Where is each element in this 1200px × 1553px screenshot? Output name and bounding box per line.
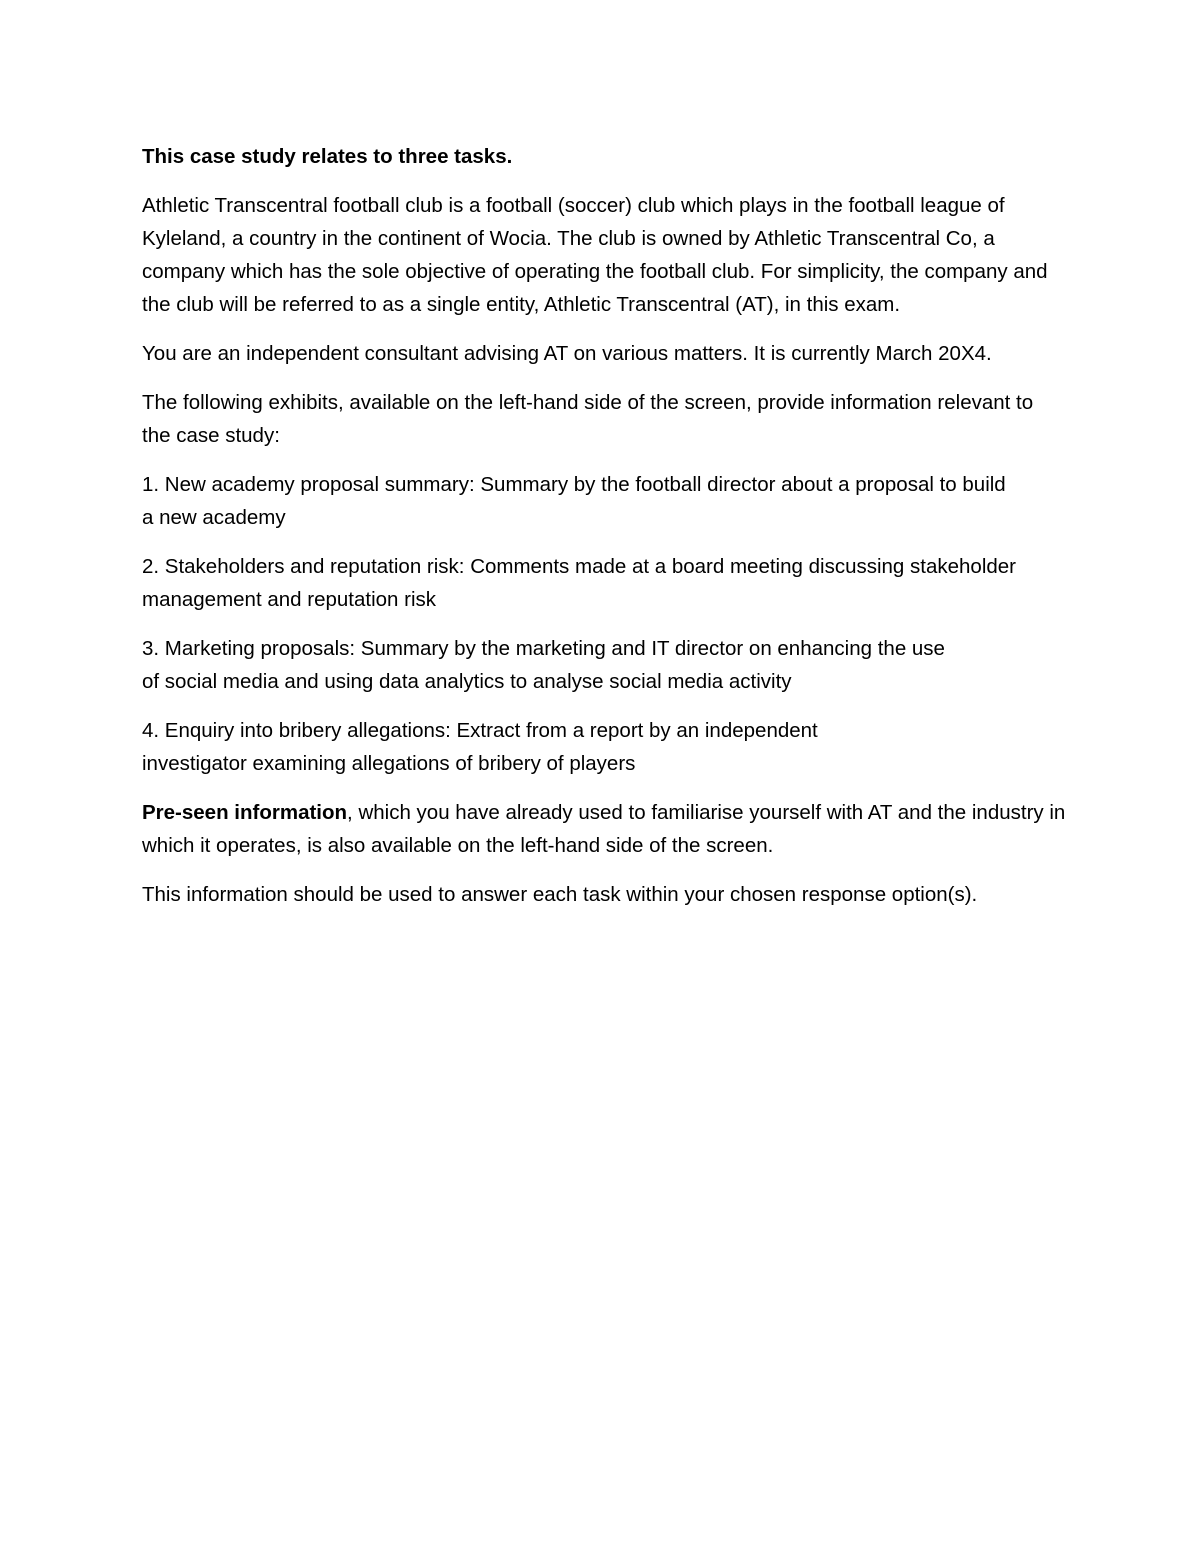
exhibit-1-line-2: a new academy	[142, 506, 286, 529]
exhibit-item-4	[142, 714, 1067, 780]
exhibit-3-line-2: of social media and using data analytics to analyse social media activity	[142, 670, 792, 693]
exhibit-2-line-2: management and reputation risk	[142, 588, 437, 611]
intro-paragraph-consultant: You are an independent consultant advising AT on various matters. It is currently March 20X4.	[142, 342, 992, 365]
exhibit-item-2	[142, 550, 1067, 616]
document-page	[142, 140, 1067, 927]
preseen-rest: , which you have already used to familiarise yourself with AT and the industry in which it operates, is also available on the left-hand side of the screen.	[142, 801, 1066, 857]
case-study-heading: This case study relates to three tasks.	[142, 145, 513, 168]
exhibit-4-line-1: 4. Enquiry into bribery allegations: Extract from a report by an independent	[142, 719, 818, 742]
exhibit-item-3	[142, 632, 1067, 698]
closing-paragraph: This information should be used to answer each task within your chosen response option(s).	[142, 883, 978, 906]
intro-paragraph-club: Athletic Transcentral football club is a football (soccer) club which plays in the football league of Kyleland, a country in the continent of Wocia. The club is owned by Athletic Transcentral Co, a company which has the sole objective of operating the football club. For simplicity, the company and the club will be referred to as a single entity, Athletic Transcentral (AT), in this exam.	[142, 194, 1048, 316]
exhibit-item-1	[142, 468, 1067, 534]
exhibit-4-line-2: investigator examining allegations of bribery of players	[142, 752, 636, 775]
exhibit-2-line-1: 2. Stakeholders and reputation risk: Comments made at a board meeting discussing stakeholder	[142, 555, 1017, 578]
intro-paragraph-exhibits: The following exhibits, available on the left-hand side of the screen, provide information relevant to the case study:	[142, 391, 1034, 447]
exhibit-1-line-1: 1. New academy proposal summary: Summary by the football director about a proposal to build	[142, 473, 1006, 496]
preseen-paragraph	[142, 796, 1067, 862]
preseen-bold-lead: Pre-seen information	[142, 801, 348, 824]
exhibit-3-line-1: 3. Marketing proposals: Summary by the marketing and IT director on enhancing the use	[142, 637, 945, 660]
